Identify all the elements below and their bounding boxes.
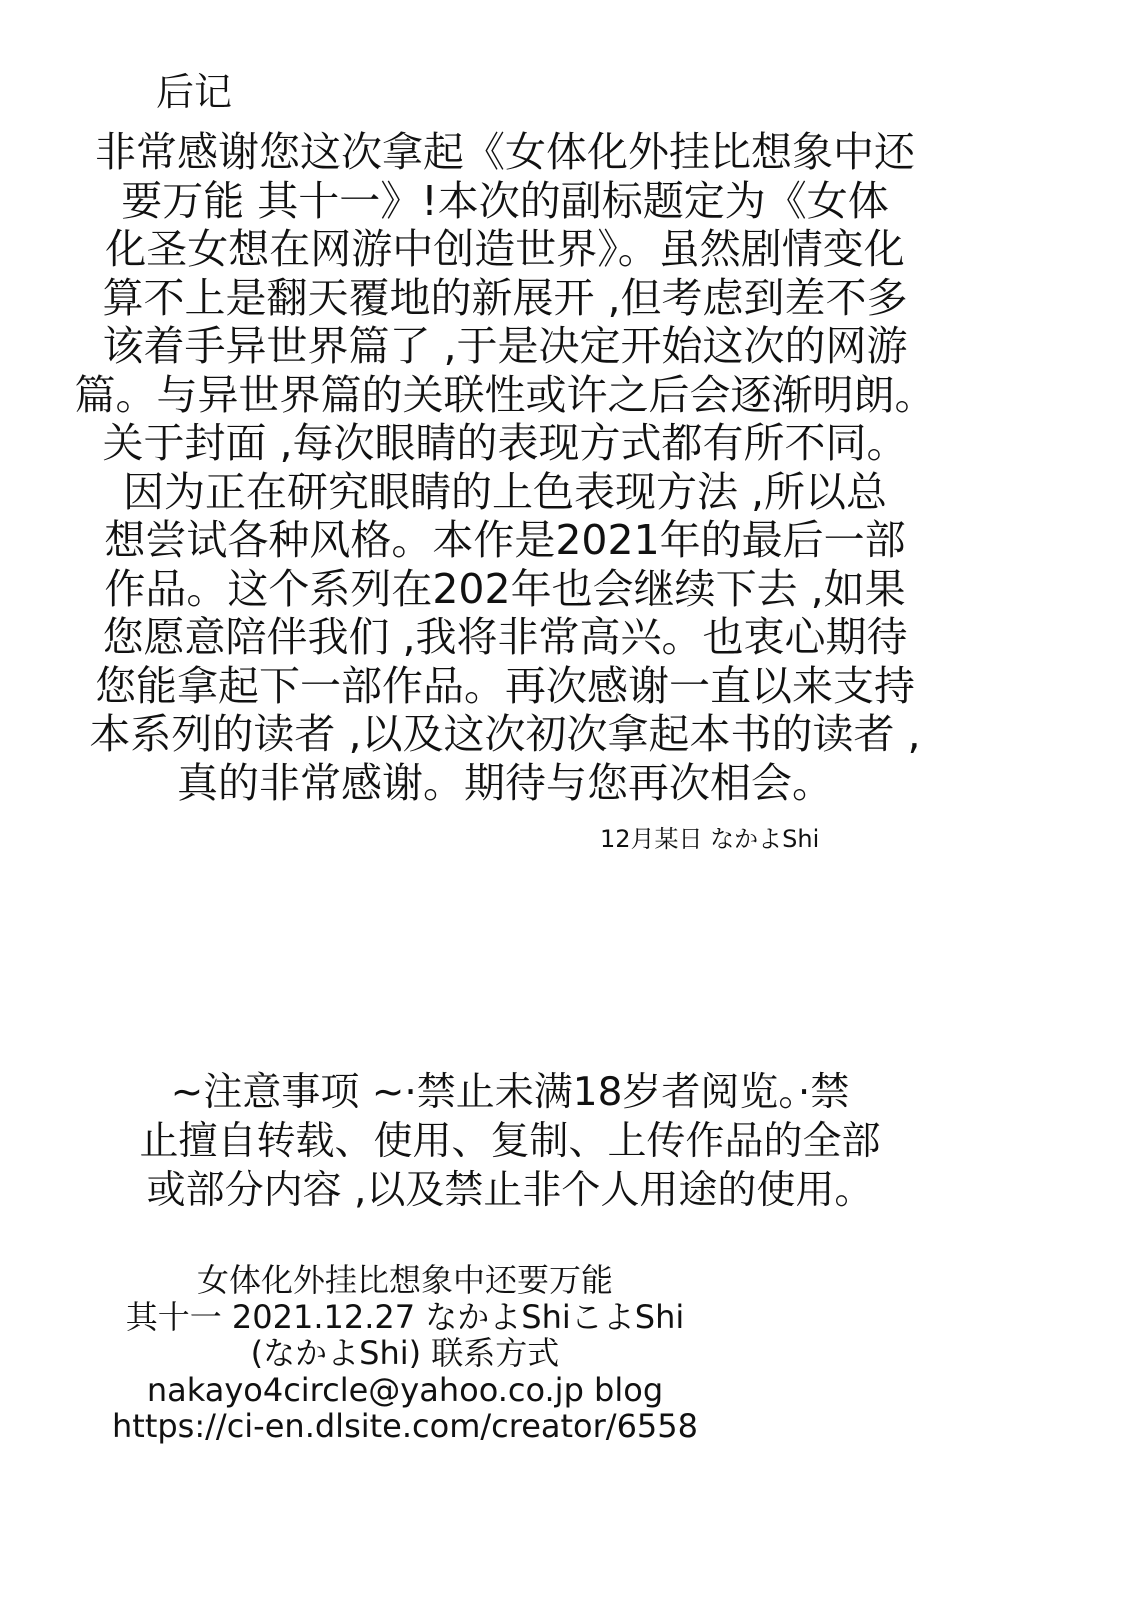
afterword-line: 化圣女想在网游中创造世界》。虽然剧情变化 — [105, 225, 905, 273]
signature-date: 12月某日 なかよShi — [600, 825, 820, 853]
afterword-line: 您愿意陪伴我们 ,我将非常高兴。也衷心期待 — [102, 613, 908, 661]
afterword-line: 该着手异世界篇了 ,于是决定开始这次的网游 — [102, 322, 908, 370]
afterword-line: 因为正在研究眼睛的上色表现方法 ,所以总 — [122, 467, 888, 516]
colophon-line: nakayo4circle@yahoo.co.jp blog — [146, 1370, 664, 1409]
afterword-line: 非常感谢您这次拿起《女体化外挂比想象中还 — [95, 128, 915, 176]
notice-line: ~注意事项 ~·禁止未满18岁者阅览。·禁 — [170, 1070, 850, 1115]
notice-block — [60, 1068, 960, 1215]
afterword-line: 真的非常感谢。期待与您再次相会。 — [177, 758, 833, 807]
colophon-line: 其十一 2021.12.27 なかよShiこよShi — [125, 1297, 685, 1336]
afterword-body — [30, 128, 980, 807]
notice-line: 或部分内容 ,以及禁止非个人用途的使用。 — [146, 1168, 874, 1213]
afterword-line: 篇。与异世界篇的关联性或许之后会逐渐明朗。 — [74, 370, 936, 419]
afterword-line: 要万能 其十一》!本次的副标题定为《女体 — [121, 176, 889, 225]
afterword-line: 作品。这个系列在202年也会继续下去 ,如果 — [104, 564, 906, 613]
colophon-line: (なかよShi) 联系方式 — [250, 1334, 560, 1372]
afterword-line: 本系列的读者 ,以及这次初次拿起本书的读者 , — [89, 710, 921, 758]
afterword-line: 算不上是翻天覆地的新展开 ,但考虑到差不多 — [102, 273, 908, 322]
notice-line: 止擅自转载、使用、复制、上传作品的全部 — [139, 1119, 881, 1164]
colophon-line: 女体化外挂比想象中还要万能 — [196, 1261, 613, 1299]
afterword-line: 关于封面 ,每次眼睛的表现方式都有所不同。 — [102, 419, 908, 467]
colophon-line: https://ci-en.dlsite.com/creator/6558 — [111, 1407, 698, 1445]
afterword-line: 您能拿起下一部作品。再次感谢一直以来支持 — [95, 661, 915, 710]
afterword-line: 想尝试各种风格。本作是2021年的最后一部 — [104, 516, 906, 564]
colophon-block — [100, 1262, 710, 1445]
page-title: 后记 — [156, 70, 233, 114]
